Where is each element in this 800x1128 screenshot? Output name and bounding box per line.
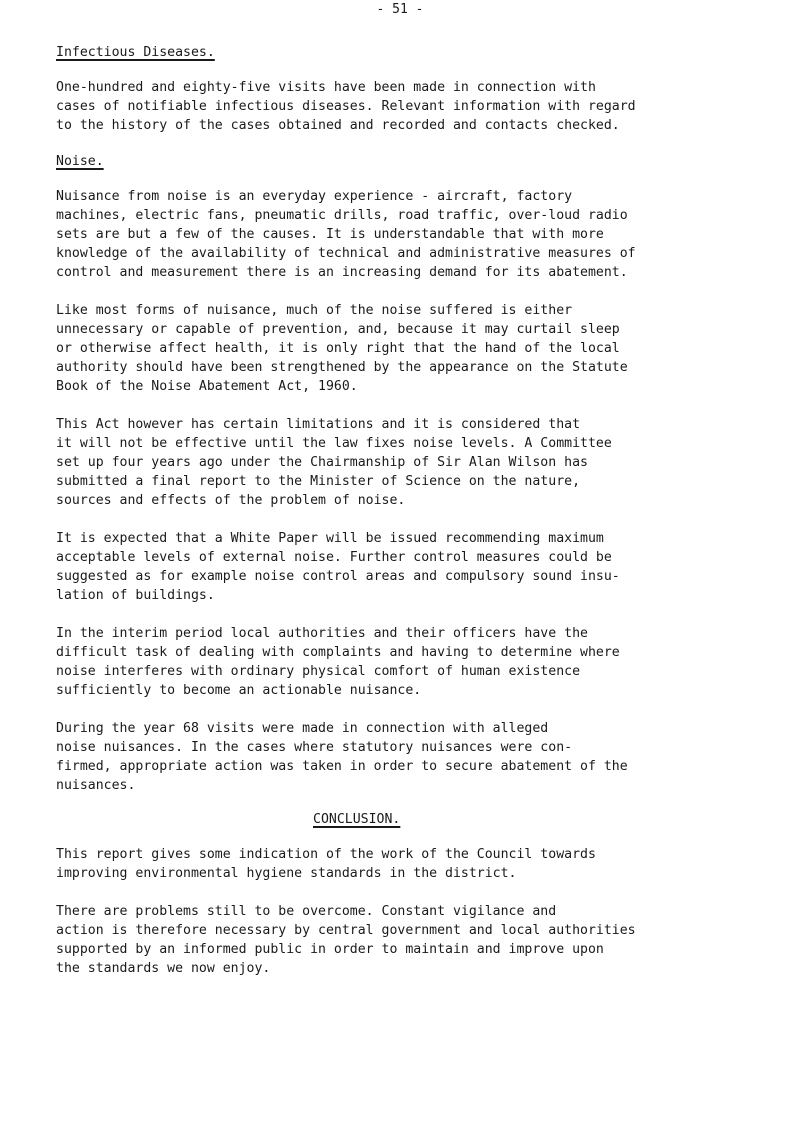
page-number: - 51 - bbox=[376, 2, 424, 17]
paragraph-conclusion-1: This report gives some indication of the work of the Council towards improving environmental hygiene standards in the district. bbox=[56, 847, 596, 881]
paragraph-noise-1: Nuisance from noise is an everyday experience - aircraft, factory machines, electric fans, pneumatic drills, road traffic, over-loud radio sets are but a few of the causes. It is understandable that with more knowledge of the availability of technical and administrative measures of control and measurement there is an increasing demand for its abatement. bbox=[56, 189, 636, 280]
heading-noise: Noise. bbox=[56, 154, 104, 169]
paragraph-noise-2: Like most forms of nuisance, much of the noise suffered is either unnecessary or capable of prevention, and, because it may curtail sleep or otherwise affect health, it is only right that the hand of the local authority should have been strengthened by the appearance on the Statute Book of the Noise Abatement Act, 1960. bbox=[56, 303, 628, 394]
heading-conclusion: CONCLUSION. bbox=[313, 812, 401, 827]
paragraph-infectious-diseases: One-hundred and eighty-five visits have been made in connection with cases of notifiable infectious diseases. Relevant information with regard to the history of the cases obtained and recorded and contacts checked. bbox=[56, 80, 636, 133]
paragraph-conclusion-2: There are problems still to be overcome. Constant vigilance and action is therefore necessary by central government and local authorities supported by an informed public in order to maintain and improve upon the standards we now enjoy. bbox=[56, 904, 636, 976]
heading-infectious-diseases: Infectious Diseases. bbox=[56, 45, 215, 60]
paragraph-noise-3: This Act however has certain limitations and it is considered that it will not be effective until the law fixes noise levels. A Committee set up four years ago under the Chairmanship of Sir Alan Wilson has submitted a final report to the Minister of Science on the nature, sources and effects of the problem of noise. bbox=[56, 417, 612, 508]
paragraph-noise-4: It is expected that a White Paper will be issued recommending maximum acceptable levels of external noise. Further control measures could be suggested as for example noise control areas and compulsory sound insu- lation of buildings. bbox=[56, 531, 620, 603]
paragraph-noise-6: During the year 68 visits were made in connection with alleged noise nuisances. In the cases where statutory nuisances were con- firmed, appropriate action was taken in order to secure abatement of the nuisances. bbox=[56, 721, 628, 793]
paragraph-noise-5: In the interim period local authorities and their officers have the difficult task of dealing with complaints and having to determine where noise interferes with ordinary physical comfort of human existence sufficiently to become an actionable nuisance. bbox=[56, 626, 620, 698]
